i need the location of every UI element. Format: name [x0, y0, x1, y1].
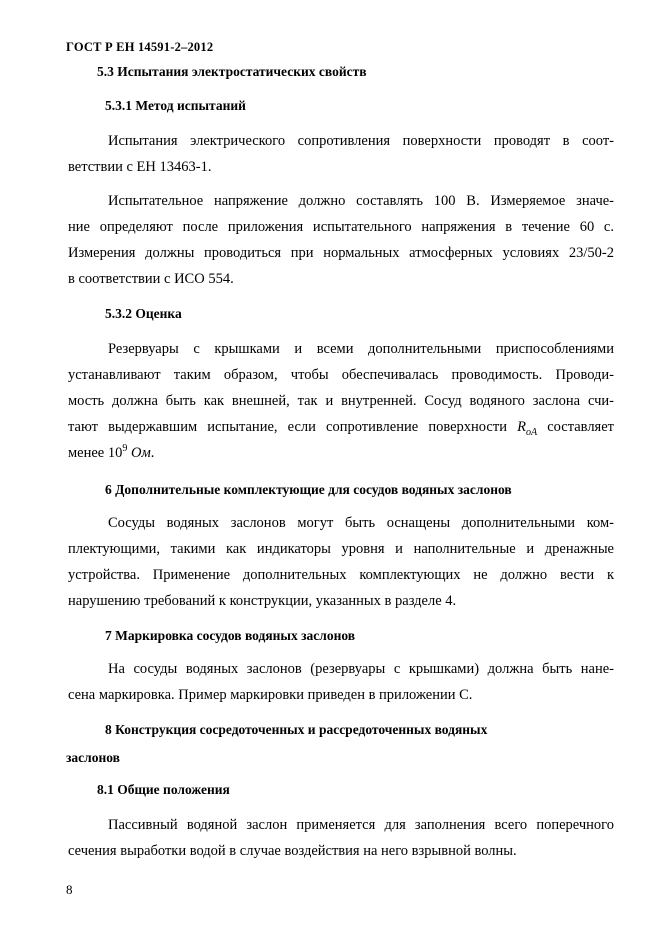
text-line: нарушению требований к конструкции, указанных в разделе 4. [68, 593, 457, 609]
paragraph-7 [68, 656, 614, 708]
paragraph-5-3-1-b [68, 188, 614, 292]
text-line: Испытания электрического сопротивления поверхности проводят в соот- [108, 133, 614, 149]
paragraph-5-3-2 [68, 336, 614, 466]
subsection-heading-8-1: 8.1 Общие положения [97, 782, 230, 797]
text-line: плектующими, такими как индикаторы уровня и наполнительные и дренажные [68, 541, 614, 557]
text-line: в соответствии с ИСО 554. [68, 271, 234, 287]
section-heading-7: 7 Маркировка сосудов водяных заслонов [105, 628, 356, 643]
text-line: сена маркировка. Пример маркировки приведен в приложении С. [68, 687, 473, 703]
text-fragment: менее 10 [68, 445, 123, 461]
text-fragment: . [150, 445, 155, 461]
standard-header: ГОСТ Р ЕН 14591-2–2012 [66, 40, 214, 54]
text-line: устройства. Применение дополнительных комплектующих не должно вести к [68, 567, 614, 583]
paragraph-8-1 [68, 812, 614, 864]
page-number: 8 [66, 882, 73, 897]
unit-ohm: Ом [131, 445, 151, 461]
text-line: На сосуды водяных заслонов (резервуары с крышками) должна быть нане- [108, 661, 614, 677]
text-line: устанавливают таким образом, чтобы обеспечивалась проводимость. Проводи- [68, 367, 614, 383]
text-line [68, 414, 614, 440]
section-heading-8-cont: заслонов [66, 750, 120, 765]
text-line: сечения выработки водой в случае воздействия на него взрывной волны. [68, 843, 517, 859]
text-line: ние определяют после приложения испытательного напряжения в течение 60 с. [68, 219, 614, 235]
text-line: мость должна быть как внешней, так и внутренней. Сосуд водяного заслона счи- [68, 393, 614, 409]
resistance-subscript: оА [525, 426, 538, 438]
section-heading-8: 8 Конструкция сосредоточенных и рассредоточенных водяных [105, 722, 488, 737]
text-line: ветствии с ЕН 13463-1. [68, 159, 212, 175]
exponent: 9 [122, 443, 128, 455]
section-heading-5-3: 5.3 Испытания электростатических свойств [97, 64, 367, 79]
subsection-heading-5-3-2: 5.3.2 Оценка [105, 306, 182, 321]
text-line: Измерения должны проводиться при нормальных атмосферных условиях 23/50-2 [68, 245, 614, 261]
text-line: Резервуары с крышками и всеми дополнительными приспособлениями [108, 341, 614, 357]
resistance-symbol: R [517, 419, 526, 435]
text-line: Сосуды водяных заслонов могут быть оснащены дополнительными ком- [108, 515, 614, 531]
paragraph-6 [68, 510, 614, 614]
text-line: Пассивный водяной заслон применяется для заполнения всего поперечного [108, 817, 614, 833]
text-fragment: составляет [537, 419, 614, 435]
section-heading-6: 6 Дополнительные комплектующие для сосудов водяных заслонов [105, 482, 512, 497]
subsection-heading-5-3-1: 5.3.1 Метод испытаний [105, 98, 246, 113]
text-line: Испытательное напряжение должно составлять 100 В. Измеряемое значе- [108, 193, 614, 209]
text-line [68, 440, 614, 466]
paragraph-5-3-1-a [68, 128, 614, 180]
text-fragment: тают выдержавшим испытание, если сопротивление поверхности [68, 419, 518, 435]
